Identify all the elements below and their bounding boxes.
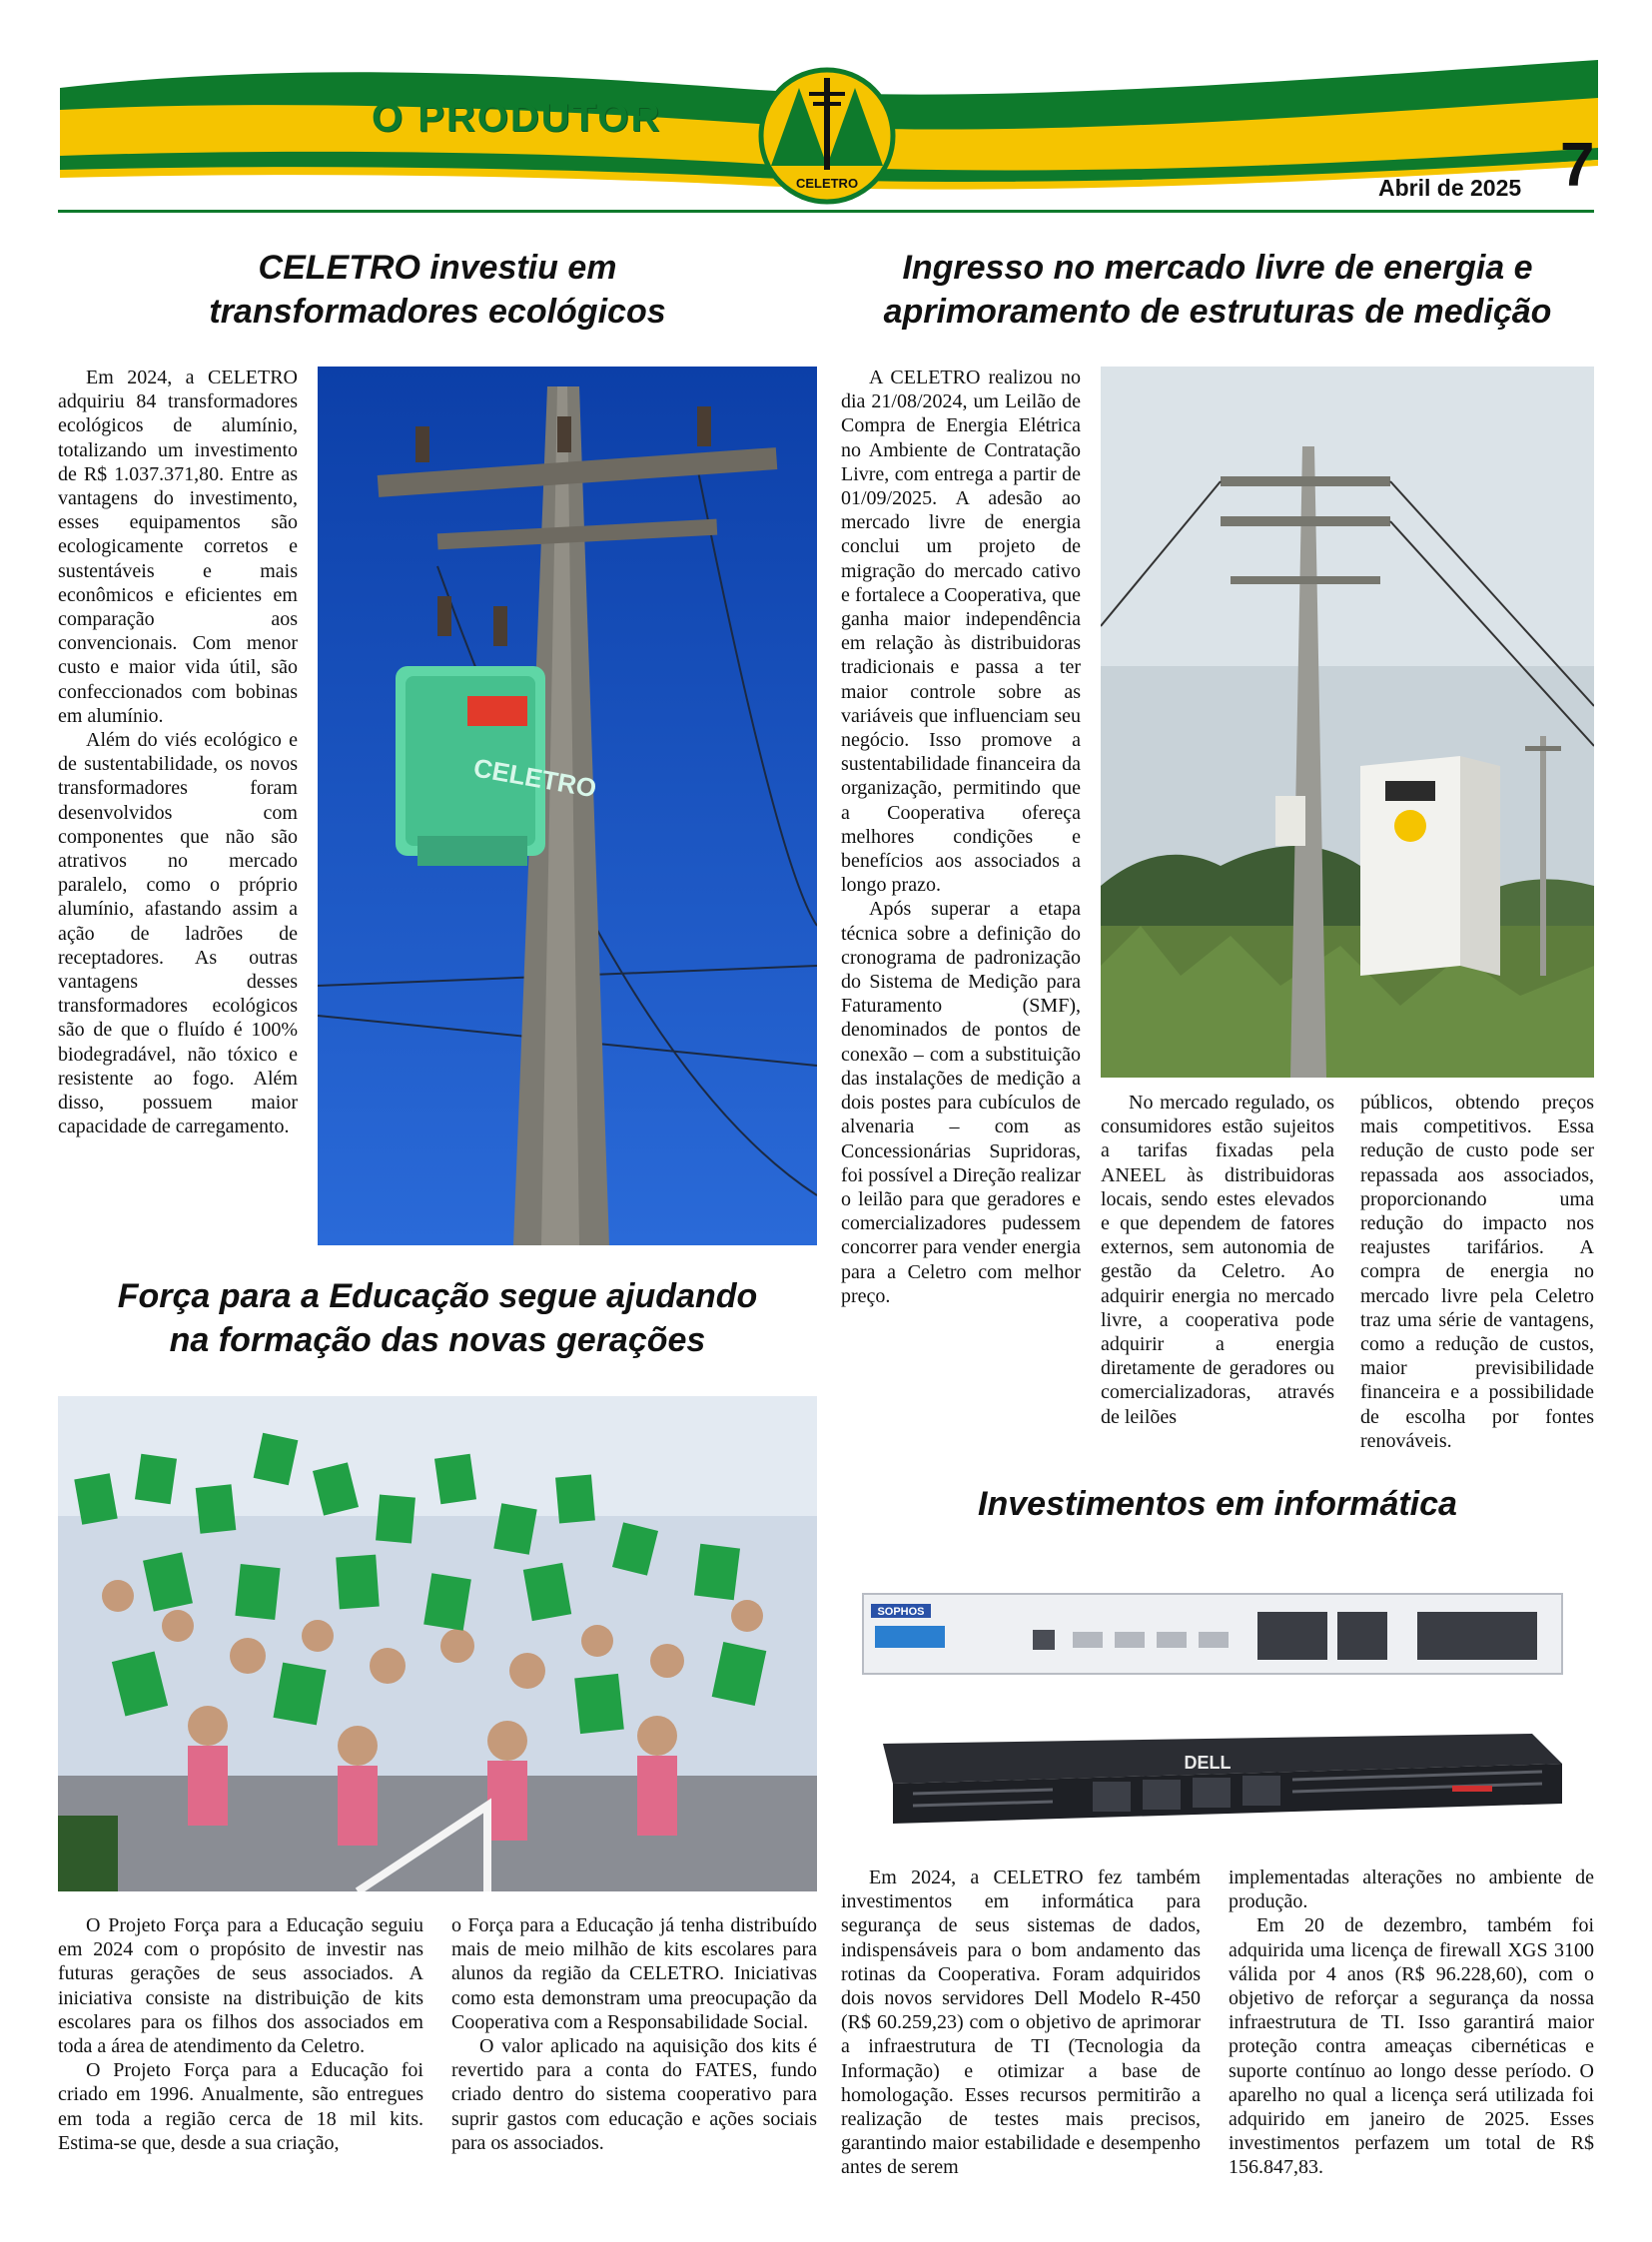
logo-text: CELETRO <box>795 176 859 191</box>
page-number: 7 <box>1560 131 1595 200</box>
article-transformers-headline <box>58 246 817 334</box>
paragraph: o Força para a Educação já tenha distribuído mais de meio milhão de kits escolares para alunos da região da CELETRO. Iniciativas como esta demonstram uma preocupação da Cooperativa com a Responsabilidade Social. <box>451 1914 817 2033</box>
headline-line: transformadores ecológicos <box>209 293 666 331</box>
issue-date: Abril de 2025 <box>1378 175 1522 201</box>
transformer-photo <box>318 367 817 1245</box>
headline-line: na formação das novas gerações <box>169 1321 706 1359</box>
article-market-headline <box>841 246 1594 334</box>
paragraph: implementadas alterações no ambiente de produção. <box>1229 1867 1594 1913</box>
article-it-headline: Investimentos em informática <box>978 1485 1457 1523</box>
headline-line: CELETRO investiu em <box>258 249 617 287</box>
article-it-col1 <box>841 1866 1201 2180</box>
paragraph: Após superar a etapa técnica sobre a definição do cronograma de padronização do Sistema de Medição para Faturamento (SMF), denominados de pontos de conexão – com a substituição das instalações de medição a dois postes para cubículos de alvenaria – com as Concessionárias Supridoras, foi possível a Direção realizar o leilão para que geradores e comercializadores pudessem concorrer para vender energia para a Celetro com melhor preço. <box>841 898 1081 1307</box>
it-equipment-photo <box>853 1554 1594 1854</box>
article-it-col2 <box>1229 1866 1594 2180</box>
paragraph: Em 2024, a CELETRO adquiriu 84 transformadores ecológicos de alumínio, totalizando um investimento de R$ 1.037.371,80. Entre as vantagens do investimento, esses equipamentos são ecologicamente corretos e sustentáveis e mais econômicos e eficientes em comparação aos convencionais. Com menor custo e maior vida útil, são confeccionados com bobinas em alumínio. <box>58 367 298 727</box>
article-education-col1 <box>58 1913 423 2155</box>
firewall-brand: SOPHOS <box>877 1606 925 1618</box>
celetro-logo <box>757 66 897 206</box>
paragraph: públicos, obtendo preços mais competitivos. Essa redução de custo pode ser repassada aos associados, proporcionando uma redução do impacto nos reajustes tarifários. A compra de energia no mercado livre pela Celetro traz uma série de vantagens, como a redução de custos, maior previsibilidade financeira e a possibilidade de escolha por fontes renováveis. <box>1360 1092 1594 1452</box>
paragraph: Em 20 de dezembro, também foi adquirida uma licença de firewall XGS 3100 válida por 4 anos (R$ 96.228,60), com o objetivo de reforçar a segurança da nossa infraestrutura de TI. Isso garantirá maior proteção contra ameaças cibernéticas e suporte contínuo ao longo desse período. O aparelho no qual a licença será utilizada foi adquirido em janeiro de 2025. Esses investimentos perfazem um total de R$ 156.847,83. <box>1229 1914 1594 2179</box>
paragraph: A CELETRO realizou no dia 21/08/2024, um Leilão de Compra de Energia Elétrica no Ambiente de Contratação Livre, com entrega a partir de 01/09/2025. A adesão ao mercado livre de energia conclui um projeto de migração do mercado cativo e fortalece a Cooperativa, que ganha maior independência em relação às distribuidoras tradicionais e passa a ter maior controle sobre as variáveis que influenciam seu negócio. Isso promove a sustentabilidade financeira da organização, permitindo que a Cooperativa ofereça melhores condições e benefícios aos associados a longo prazo. <box>841 367 1081 897</box>
headline-line: aprimoramento de estruturas de medição <box>883 293 1552 331</box>
article-education-headline <box>58 1274 817 1362</box>
paragraph: Além do viés ecológico e de sustentabilidade, os novos transformadores foram desenvolvidos com componentes que não são atrativos no mercado paralelo, como o próprio alumínio, afastando assim a ação de ladrões de receptadores. As outras vantagens desses transformadores ecológicos são de que o fluído é 100% biodegradável, não tóxico e resistente ao fogo. Além disso, possuem maior capacidade de carregamento. <box>58 729 298 1138</box>
paragraph: O valor aplicado na aquisição dos kits é revertido para a conta do FATES, fundo criado dentro do sistema cooperativo para suprir gastos com educação e ações sociais para os associados. <box>451 2035 817 2154</box>
paragraph: No mercado regulado, os consumidores estão sujeitos a tarifas fixadas pela ANEEL às distribuidoras locais, sendo estes elevados e que dependem de fatores externos, sem autonomia de gestão da Celetro. Ao adquirir energia no mercado livre, a cooperativa pode adquirir a energia diretamente de geradores ou comercializadoras, através de leilões <box>1101 1092 1334 1428</box>
substation-photo <box>1101 367 1594 1078</box>
publication-name: O PRODUTOR <box>372 96 662 140</box>
article-market-col2 <box>1101 1091 1334 1429</box>
transformer-label: CELETRO <box>470 752 599 804</box>
paragraph: O Projeto Força para a Educação foi criado em 1996. Anualmente, são entregues em toda a região cerca de 18 mil kits. Estima-se que, desde a sua criação, <box>58 2059 423 2154</box>
article-market-col3 <box>1360 1091 1594 1453</box>
paragraph: Em 2024, a CELETRO fez também investimentos em informática para segurança de seus sistemas de dados, indispensáveis para o bom andamento das rotinas da Cooperativa. Foram adquiridos dois novos servidores Dell Modelo R-450 (R$ 60.259,23) com o objetivo de aprimorar a infraestrutura de TI (Tecnologia da Informação) e otimizar a base de homologação. Esses recursos permitirão a realização de testes mais precisos, garantindo maior estabilidade e desempenho antes de serem <box>841 1867 1201 2179</box>
students-photo <box>58 1396 817 1891</box>
headline-line: Ingresso no mercado livre de energia e <box>902 249 1533 287</box>
article-education-col2 <box>451 1913 817 2155</box>
paragraph: O Projeto Força para a Educação seguiu em 2024 com o propósito de investir nas futuras gerações de seus associados. A iniciativa consiste na distribuição de kits escolares para os filhos dos associados em toda a área de atendimento da Celetro. <box>58 1914 423 2058</box>
article-market-col1 <box>841 366 1081 1308</box>
headline-line: Força para a Educação segue ajudando <box>117 1277 758 1315</box>
article-transformers-body <box>58 366 298 1139</box>
masthead-rule <box>58 210 1594 213</box>
server-brand: DELL <box>1184 1753 1232 1773</box>
